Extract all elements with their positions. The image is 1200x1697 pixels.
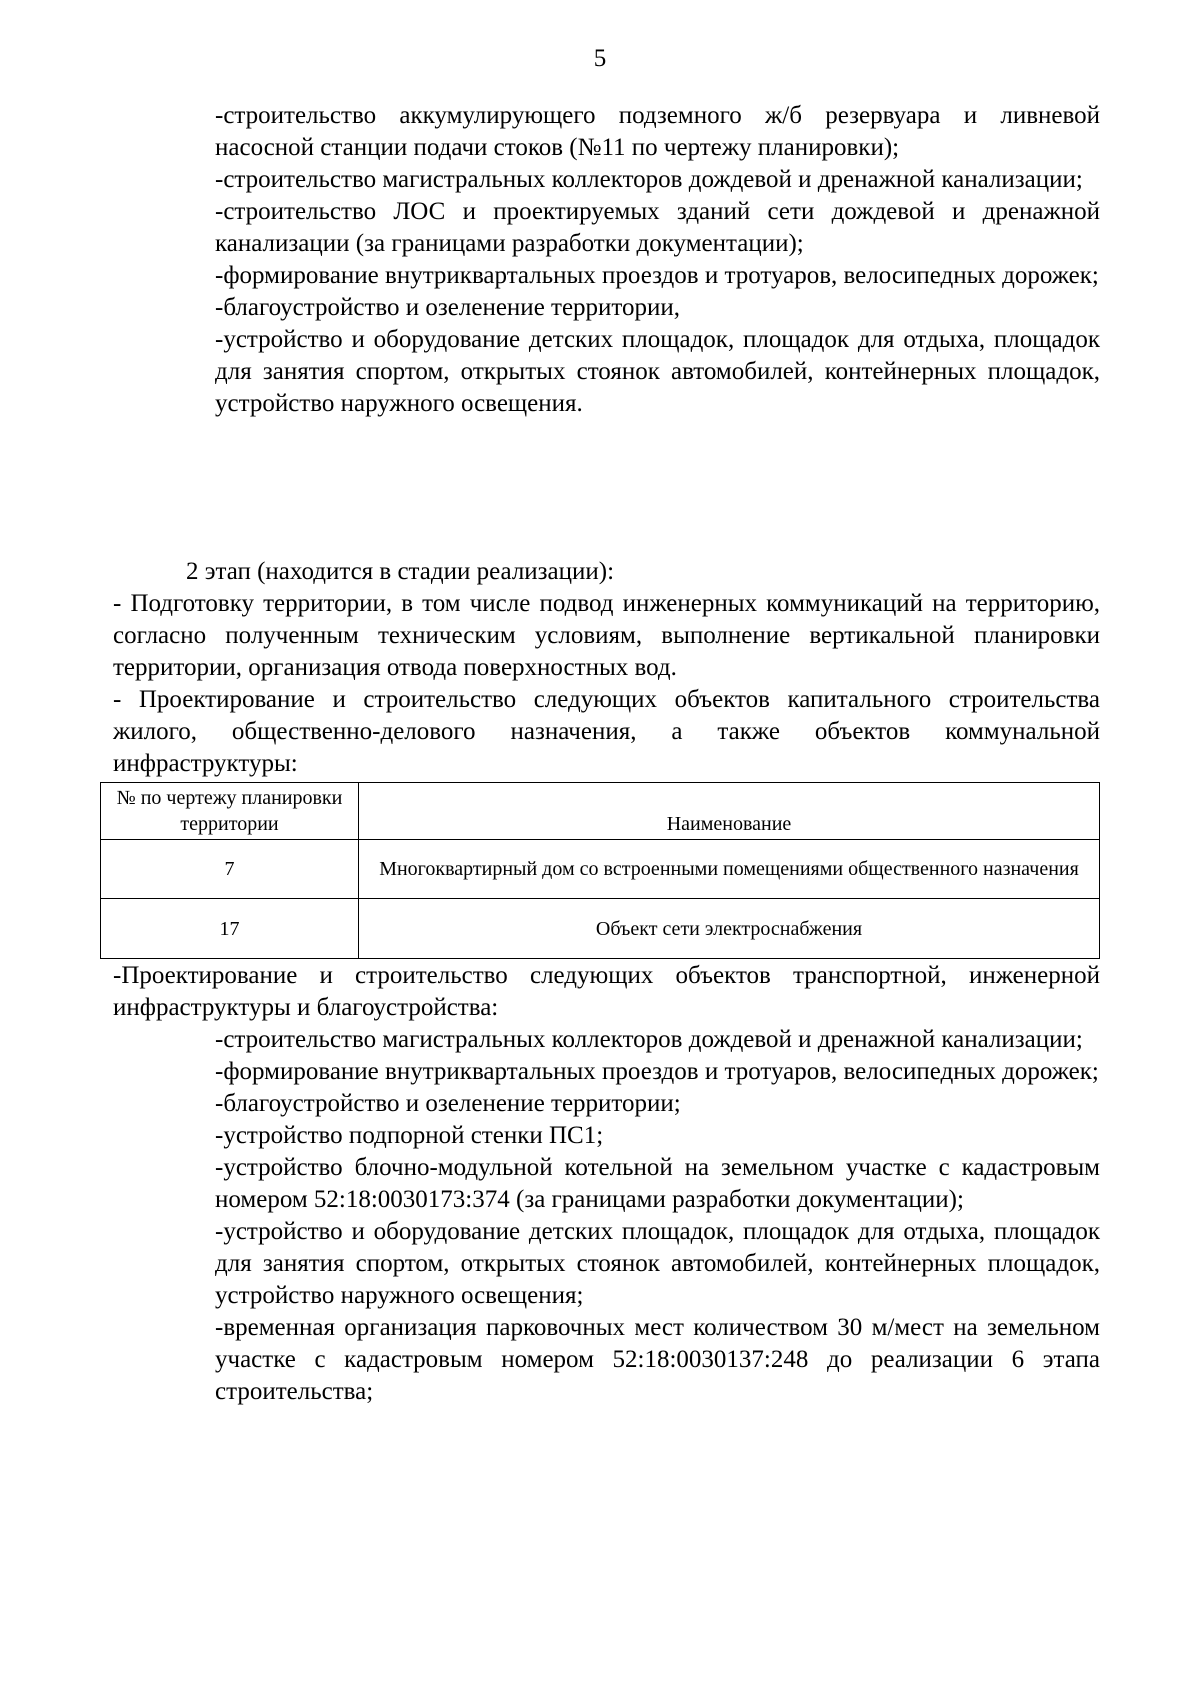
list-item: -устройство и оборудование детских площадок, площадок для отдыха, площадок для занятия спортом, открытых стоянок автомобилей, контейнерных площадок, устройство наружного освещения. bbox=[215, 326, 1100, 417]
table-row bbox=[101, 899, 1100, 959]
table-cell: Многоквартирный дом со встроенными помещениями общественного назначения bbox=[359, 840, 1100, 899]
list-item: -строительство магистральных коллекторов дождевой и дренажной канализации; bbox=[215, 1026, 1083, 1053]
stage2-intro-paragraph: - Подготовку территории, в том числе подвод инженерных коммуникаций на территорию, согласно полученным техническим условиям, выполнение вертикальной планировки территории, организация отвода поверхностных вод. bbox=[113, 590, 1100, 681]
list-item: -устройство блочно-модульной котельной на земельном участке с кадастровым номером 52:18:0030173:374 (за границами разработки документации); bbox=[215, 1154, 1100, 1213]
list-item: -строительство аккумулирующего подземного ж/б резервуара и ливневой насосной станции подачи стоков (№11 по чертежу планировки); bbox=[215, 102, 1100, 161]
list-item: -благоустройство и озеленение территории; bbox=[215, 1090, 681, 1117]
list-item: -устройство и оборудование детских площадок, площадок для отдыха, площадок для занятия спортом, открытых стоянок автомобилей, контейнерных площадок, устройство наружного освещения; bbox=[215, 1218, 1100, 1309]
list-item: -формирование внутриквартальных проездов и тротуаров, велосипедных дорожек; bbox=[215, 1058, 1099, 1085]
stage2-list bbox=[215, 1024, 1100, 1408]
list-item: -строительство магистральных коллекторов дождевой и дренажной канализации; bbox=[215, 166, 1083, 193]
table-cell: Объект сети электроснабжения bbox=[359, 899, 1100, 959]
list-item: -временная организация парковочных мест количеством 30 м/мест на земельном участке с кадастровым номером 52:18:0030137:248 до реализации 6 этапа строительства; bbox=[215, 1314, 1100, 1405]
infra-intro bbox=[113, 960, 1100, 1024]
table-header-row bbox=[101, 783, 1100, 840]
table-header-cell: № по чертежу планировки территории bbox=[101, 783, 359, 840]
stage1-list bbox=[215, 100, 1100, 420]
table-row bbox=[101, 840, 1100, 899]
table-cell: 7 bbox=[101, 840, 359, 899]
list-item: -устройство подпорной стенки ПС1; bbox=[215, 1122, 604, 1149]
stage2-intro bbox=[113, 556, 1100, 780]
objects-table bbox=[100, 782, 1100, 959]
list-item: -благоустройство и озеленение территории, bbox=[215, 294, 681, 321]
table-cell: 17 bbox=[101, 899, 359, 959]
list-item: -строительство ЛОС и проектируемых зданий сети дождевой и дренажной канализации (за границами разработки документации); bbox=[215, 198, 1100, 257]
table-header-cell: Наименование bbox=[359, 783, 1100, 840]
page-number: 5 bbox=[593, 45, 607, 72]
list-item: -формирование внутриквартальных проездов и тротуаров, велосипедных дорожек; bbox=[215, 262, 1099, 289]
infra-intro-paragraph: -Проектирование и строительство следующих объектов транспортной, инженерной инфраструктуры и благоустройства: bbox=[113, 962, 1100, 1021]
stage2-intro-paragraph: - Проектирование и строительство следующих объектов капитального строительства жилого, общественно-делового назначения, а также объектов коммунальной инфраструктуры: bbox=[113, 686, 1100, 777]
stage2-heading: 2 этап (находится в стадии реализации): bbox=[186, 558, 615, 585]
